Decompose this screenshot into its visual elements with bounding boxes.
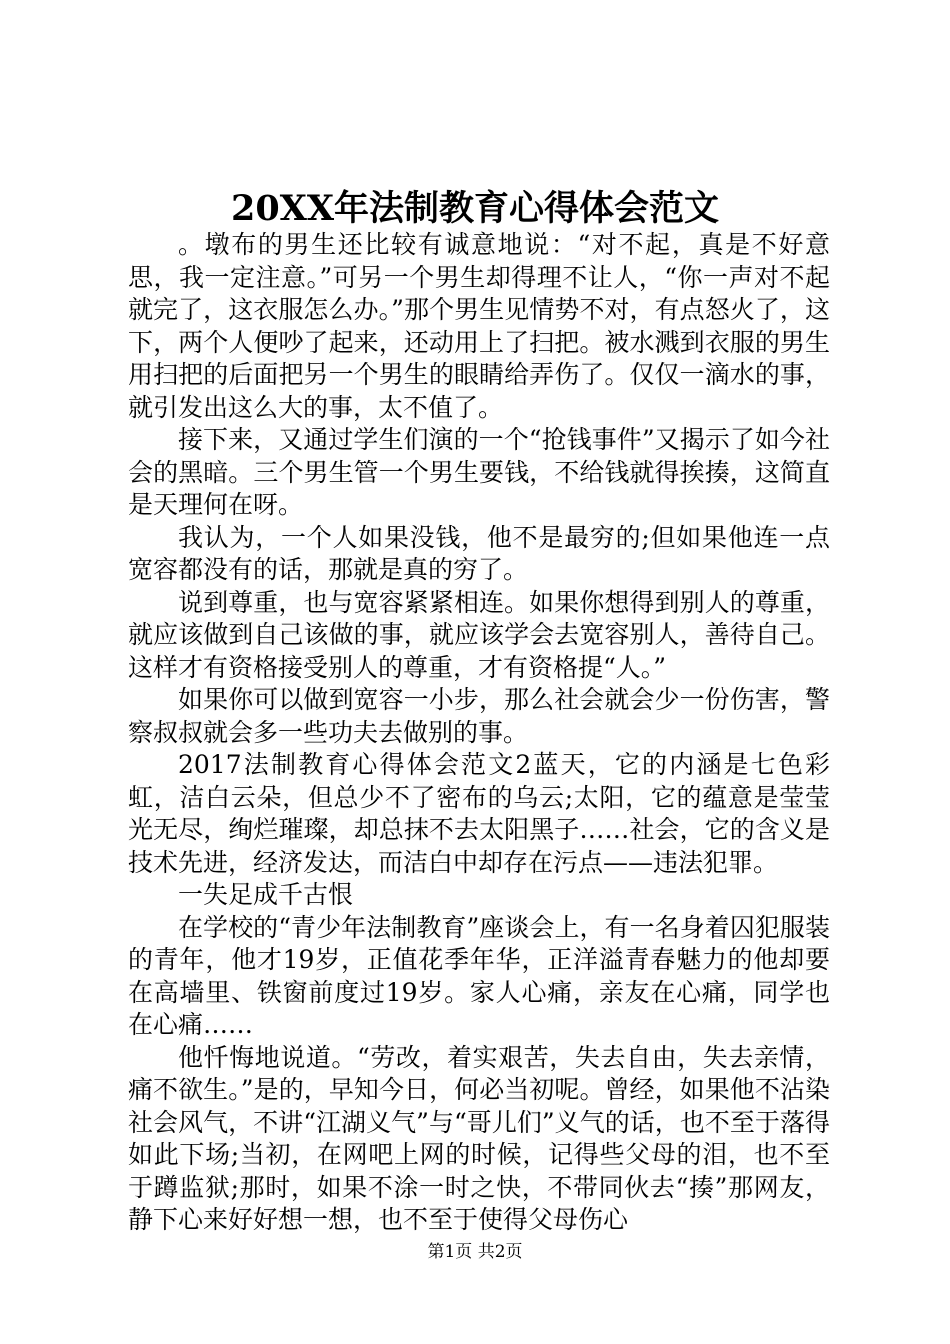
paragraph: 说到尊重，也与宽容紧紧相连。如果你想得到别人的尊重，就应该做到自己该做的事，就应该学会去宽容别人，善待自己。这样才有资格接受别人的尊重，才有资格提“人。” bbox=[128, 587, 830, 682]
document-body bbox=[128, 229, 830, 1237]
page-footer: 第1页 共2页 bbox=[427, 1242, 523, 1262]
paragraph: 。墩布的男生还比较有诚意地说：“对不起，真是不好意思，我一定注意。”可另一个男生却得理不让人，“你一声对不起就完了，这衣服怎么办。”那个男生见情势不对，有点怒火了，这下，两个人便吵了起来，还动用上了扫把。被水溅到衣服的男生用扫把的后面把另一个男生的眼睛给弄伤了。仅仅一滴水的事，就引发出这么大的事，太不值了。 bbox=[128, 230, 830, 422]
paragraph: 如果你可以做到宽容一小步，那么社会就会少一份伤害，警察叔叔就会多一些功夫去做别的事。 bbox=[128, 685, 830, 747]
document-title: 20XX年法制教育心得体会范文 bbox=[230, 188, 720, 229]
section-heading: 一失足成千古恨 bbox=[178, 880, 354, 909]
paragraph: 他忏悔地说道。“劳改，着实艰苦，失去自由，失去亲情，痛不欲生。”是的，早知今日，何必当初呢。曾经，如果他不沾染社会风气，不讲“江湖义气”与“哥儿们”义气的话，也不至于落得如此下场;当初，在网吧上网的时候，记得些父母的泪，也不至于蹲监狱;那时，如果不涂一时之快，不带同伙去“揍”那网友，静下心来好好想一想，也不至于使得父母伤心 bbox=[128, 1042, 830, 1234]
paragraph: 接下来，又通过学生们演的一个“抢钱事件”又揭示了如今社会的黑暗。三个男生管一个男生要钱，不给钱就得挨揍，这简直是天理何在呀。 bbox=[128, 425, 830, 519]
paragraph: 2017法制教育心得体会范文2蓝天，它的内涵是七色彩虹，洁白云朵，但总少不了密布的乌云;太阳，它的蕴意是莹莹光无尽，绚烂璀璨，却总抹不去太阳黑子……社会，它的含义是技术先进，经济发达，而洁白中却存在污点——违法犯罪。 bbox=[128, 750, 830, 877]
paragraph: 在学校的“青少年法制教育”座谈会上，有一名身着囚犯服装的青年，他才19岁，正值花季年华，正洋溢青春魅力的他却要在高墙里、铁窗前度过19岁。家人心痛，亲友在心痛，同学也在心痛…… bbox=[128, 912, 830, 1039]
paragraph: 我认为，一个人如果没钱，他不是最穷的;但如果他连一点宽容都没有的话，那就是真的穷了。 bbox=[128, 522, 830, 584]
